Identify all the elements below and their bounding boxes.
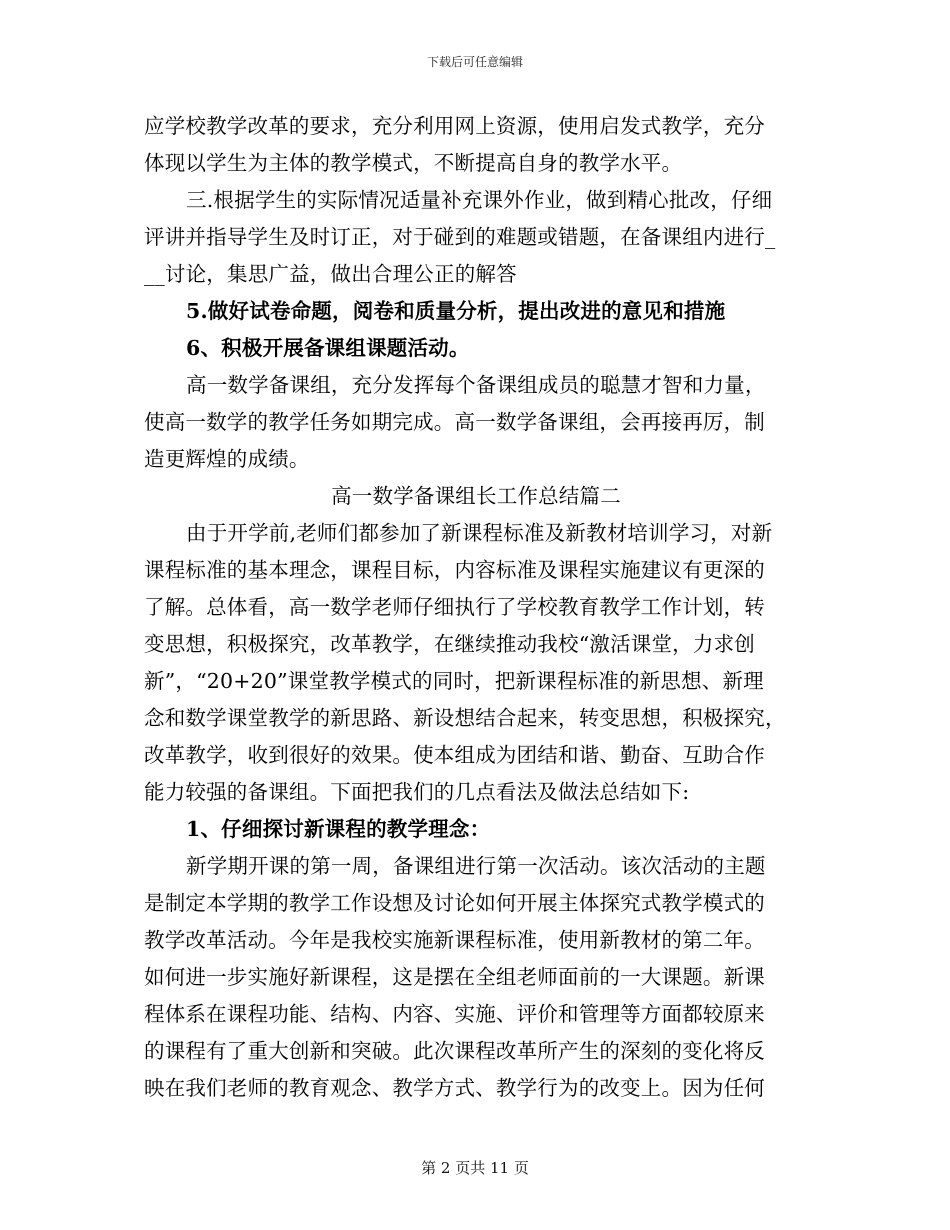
text-line: 应学校教学改革的要求，充分利用网上资源，使用启发式教学，充分: [144, 114, 765, 138]
text-line: 新”，“20+20”课堂教学模式的同时，把新课程标准的新思想、新理: [144, 669, 764, 693]
page-footer: 第 2 页共 11 页: [421, 1159, 529, 1177]
subheading: 5.做好试卷命题，阅卷和质量分析，提出改进的意见和措施: [186, 299, 726, 323]
text-line: 体现以学生为主体的教学模式，不断提高自身的教学水平。: [144, 151, 683, 175]
text-line: 由于开学前,老师们都参加了新课程标准及新教材培训学习，对新: [186, 521, 773, 545]
document-body: [144, 108, 808, 1107]
text-line: 教学改革活动。今年是我校实施新课程标准，使用新教材的第二年。: [144, 928, 765, 952]
text-line: 新学期开课的第一周，备课组进行第一次活动。该次活动的主题: [186, 854, 766, 878]
text-line: 使高一数学的教学任务如期完成。高一数学备课组，会再接再厉，制: [144, 410, 765, 434]
text-line: 能力较强的备课组。下面把我们的几点看法及做法总结如下:: [144, 780, 690, 804]
text-line: 高一数学备课组，充分发挥每个备课组成员的聪慧才智和力量，: [186, 373, 766, 397]
text-line: 的课程有了重大创新和突破。此次课程改革所产生的深刻的变化将反: [144, 1039, 765, 1063]
text-line: 课程标准的基本理念，课程目标，内容标准及课程实施建议有更深的: [144, 558, 765, 582]
section-title: 高一数学备课组长工作总结篇二: [331, 484, 621, 508]
text-line: 程体系在课程功能、结构、内容、实施、评价和管理等方面都较原来: [144, 1002, 765, 1026]
subheading: 1、仔细探讨新课程的教学理念：: [186, 817, 491, 841]
text-line: 了解。总体看，高一数学老师仔细执行了学校教育教学工作计划，转: [144, 595, 765, 619]
text-line: 三.根据学生的实际情况适量补充课外作业，做到精心批改，仔细: [186, 188, 773, 212]
text-line: 改革教学，收到很好的效果。使本组成为团结和谐、勤奋、互助合作: [144, 743, 765, 767]
page-header: 下载后可任意编辑: [426, 55, 523, 69]
text-line: 映在我们老师的教育观念、教学方式、教学行为的改变上。因为任何: [144, 1076, 765, 1100]
text-line: 评讲并指导学生及时订正，对于碰到的难题或错题，在备课组内进行_: [144, 225, 776, 249]
text-line: 造更辉煌的成绩。: [144, 447, 310, 471]
text-line: 变思想，积极探究，改革教学，在继续推动我校“激活课堂，力求创: [144, 632, 755, 656]
text-line: 如何进一步实施好新课程，这是摆在全组老师面前的一大课题。新课: [144, 965, 765, 989]
text-line: __讨论，集思广益，做出合理公正的解答: [144, 262, 517, 286]
text-line: 是制定本学期的教学工作设想及讨论如何开展主体探究式教学模式的: [144, 891, 765, 915]
subheading: 6、积极开展备课组课题活动。: [186, 336, 470, 360]
text-line: 念和数学课堂教学的新思路、新设想结合起来，转变思想，积极探究，: [144, 706, 786, 730]
